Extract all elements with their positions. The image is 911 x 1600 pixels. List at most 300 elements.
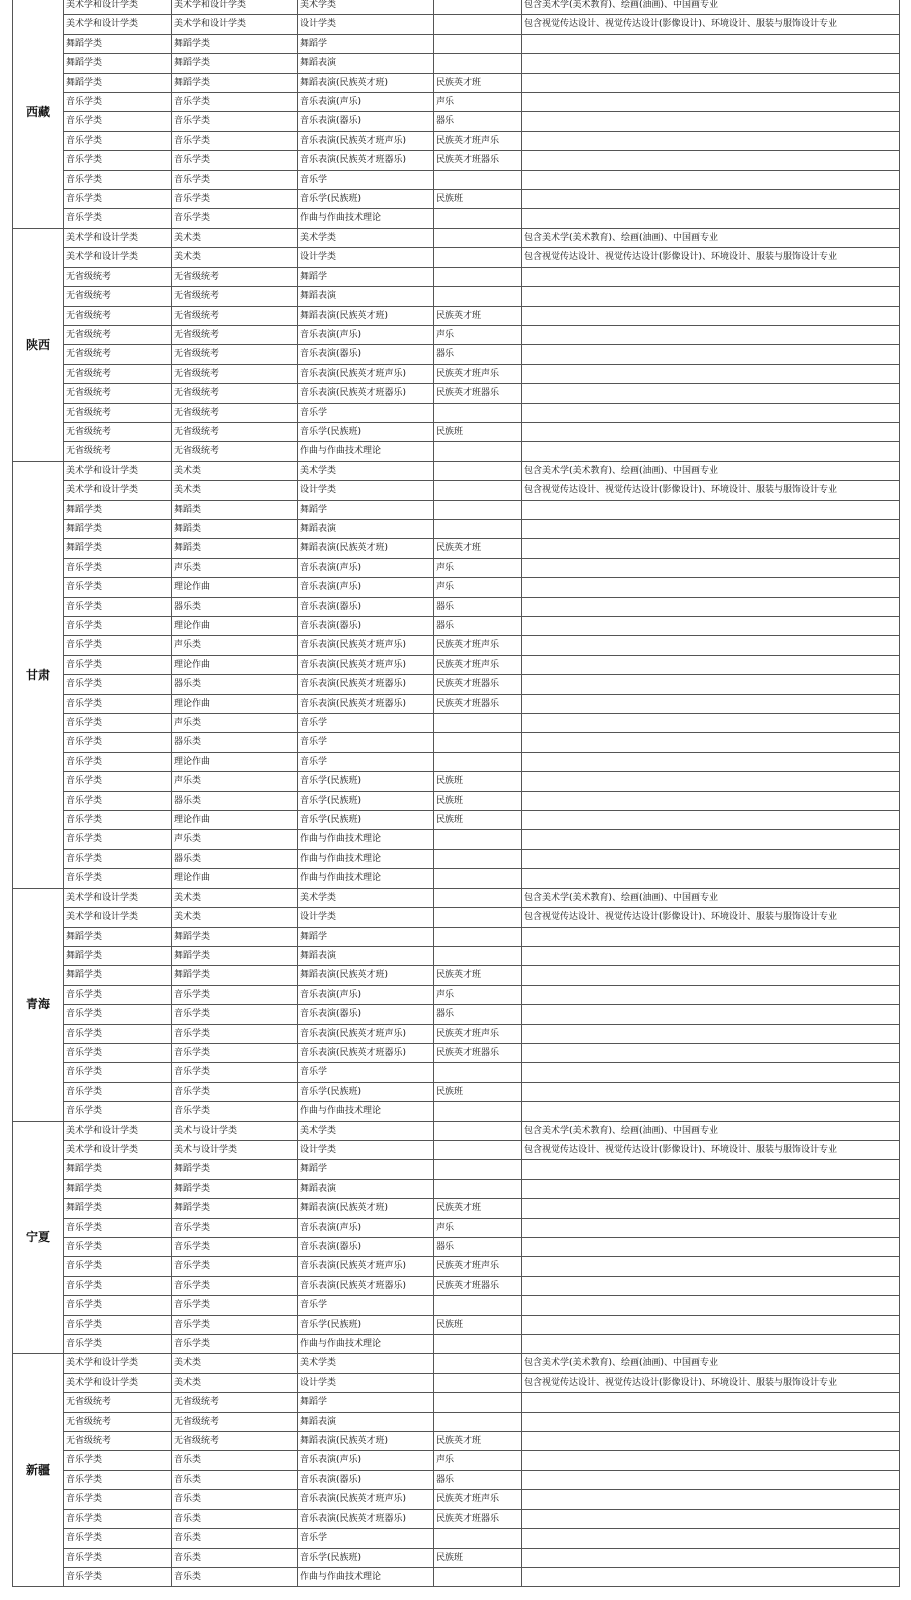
provincial-exam-cell: 音乐学类: [172, 1238, 298, 1257]
exam-category-cell: 美术学和设计学类: [64, 1373, 172, 1392]
provincial-exam-cell: 音乐类: [172, 1490, 298, 1509]
table-row: [13, 1005, 900, 1024]
provincial-exam-cell: 美术学和设计学类: [172, 15, 298, 34]
table-row: [13, 1102, 900, 1121]
notes-cell: [522, 927, 900, 946]
notes-cell: [522, 1296, 900, 1315]
provincial-exam-cell: 美术类: [172, 461, 298, 480]
exam-category-cell: 音乐学类: [64, 1024, 172, 1043]
exam-category-cell: 无省级统考: [64, 1432, 172, 1451]
major-cell: 音乐表演(器乐): [298, 112, 434, 131]
provincial-exam-cell: 器乐类: [172, 733, 298, 752]
direction-cell: [434, 34, 522, 53]
table-row: [13, 927, 900, 946]
major-cell: 音乐学: [298, 1296, 434, 1315]
notes-cell: 包含美术学(美术教育)、绘画(油画)、中国画专业: [522, 1354, 900, 1373]
exam-category-cell: 音乐学类: [64, 209, 172, 228]
notes-cell: [522, 1451, 900, 1470]
exam-category-cell: 音乐学类: [64, 170, 172, 189]
table-row: [13, 655, 900, 674]
notes-cell: [522, 131, 900, 150]
direction-cell: 民族英才班声乐: [434, 636, 522, 655]
notes-cell: [522, 578, 900, 597]
table-row: [13, 345, 900, 364]
exam-category-cell: 音乐学类: [64, 1509, 172, 1528]
exam-category-cell: 无省级统考: [64, 306, 172, 325]
major-cell: 舞蹈学: [298, 1393, 434, 1412]
direction-cell: 民族英才班器乐: [434, 1509, 522, 1528]
major-cell: 舞蹈学: [298, 267, 434, 286]
table-row: [13, 1063, 900, 1082]
major-cell: 舞蹈表演: [298, 287, 434, 306]
table-row: [13, 1567, 900, 1586]
notes-cell: [522, 966, 900, 985]
direction-cell: [434, 1179, 522, 1198]
table-row: [13, 228, 900, 247]
table-row: [13, 364, 900, 383]
notes-cell: 包含美术学(美术教育)、绘画(油画)、中国画专业: [522, 461, 900, 480]
direction-cell: 民族班: [434, 791, 522, 810]
major-cell: 舞蹈表演: [298, 519, 434, 538]
notes-cell: [522, 617, 900, 636]
major-cell: 舞蹈学: [298, 500, 434, 519]
major-cell: 舞蹈表演: [298, 54, 434, 73]
direction-cell: 器乐: [434, 1238, 522, 1257]
major-cell: 音乐学(民族班): [298, 1082, 434, 1101]
major-cell: 音乐表演(声乐): [298, 1218, 434, 1237]
table-row: [13, 325, 900, 344]
notes-cell: [522, 1412, 900, 1431]
major-cell: 作曲与作曲技术理论: [298, 1567, 434, 1586]
major-cell: 音乐表演(声乐): [298, 558, 434, 577]
provincial-exam-cell: 音乐学类: [172, 1218, 298, 1237]
provincial-exam-cell: 音乐类: [172, 1529, 298, 1548]
table-row: [13, 1218, 900, 1237]
major-cell: 音乐表演(民族英才班声乐): [298, 364, 434, 383]
table-row: [13, 1140, 900, 1159]
major-cell: 作曲与作曲技术理论: [298, 869, 434, 888]
provincial-exam-cell: 音乐学类: [172, 151, 298, 170]
direction-cell: 民族英才班: [434, 539, 522, 558]
provincial-exam-cell: 舞蹈学类: [172, 966, 298, 985]
province-cell: 甘肃: [13, 461, 64, 888]
direction-cell: 民族英才班器乐: [434, 694, 522, 713]
exam-category-cell: 音乐学类: [64, 1043, 172, 1062]
major-cell: 设计学类: [298, 908, 434, 927]
provincial-exam-cell: 器乐类: [172, 675, 298, 694]
provincial-exam-cell: 无省级统考: [172, 1412, 298, 1431]
major-cell: 音乐学: [298, 403, 434, 422]
province-cell: 新疆: [13, 1354, 64, 1587]
direction-cell: 民族英才班: [434, 966, 522, 985]
major-cell: 音乐学(民族班): [298, 811, 434, 830]
table-row: [13, 636, 900, 655]
provincial-exam-cell: 舞蹈学类: [172, 1160, 298, 1179]
notes-cell: [522, 325, 900, 344]
major-cell: 音乐表演(民族英才班声乐): [298, 1024, 434, 1043]
table-row: [13, 1548, 900, 1567]
provincial-exam-cell: 音乐类: [172, 1509, 298, 1528]
exam-category-cell: 音乐学类: [64, 1567, 172, 1586]
exam-category-cell: 美术学和设计学类: [64, 1121, 172, 1140]
table-row: [13, 93, 900, 112]
exam-category-cell: 舞蹈学类: [64, 34, 172, 53]
notes-cell: [522, 209, 900, 228]
exam-category-cell: 音乐学类: [64, 1490, 172, 1509]
direction-cell: 民族班: [434, 1082, 522, 1101]
exam-category-cell: 音乐学类: [64, 1335, 172, 1354]
direction-cell: 民族英才班声乐: [434, 364, 522, 383]
notes-cell: [522, 1567, 900, 1586]
direction-cell: 声乐: [434, 93, 522, 112]
direction-cell: 民族英才班器乐: [434, 1043, 522, 1062]
direction-cell: [434, 752, 522, 771]
notes-cell: [522, 1238, 900, 1257]
table-row: [13, 1490, 900, 1509]
major-cell: 音乐表演(民族英才班器乐): [298, 1509, 434, 1528]
exam-category-cell: 音乐学类: [64, 791, 172, 810]
direction-cell: [434, 519, 522, 538]
exam-category-cell: 舞蹈学类: [64, 1199, 172, 1218]
notes-cell: [522, 267, 900, 286]
table-body: [13, 0, 900, 1587]
notes-cell: [522, 54, 900, 73]
exam-category-cell: 音乐学类: [64, 1082, 172, 1101]
provincial-exam-cell: 音乐学类: [172, 1102, 298, 1121]
provincial-exam-cell: 音乐类: [172, 1567, 298, 1586]
major-cell: 音乐表演(声乐): [298, 1451, 434, 1470]
provincial-exam-cell: 美术类: [172, 888, 298, 907]
exam-category-cell: 音乐学类: [64, 694, 172, 713]
direction-cell: [434, 1160, 522, 1179]
direction-cell: [434, 908, 522, 927]
notes-cell: [522, 403, 900, 422]
exam-category-cell: 音乐学类: [64, 1451, 172, 1470]
direction-cell: [434, 442, 522, 461]
provincial-exam-cell: 器乐类: [172, 791, 298, 810]
exam-category-cell: 美术学和设计学类: [64, 15, 172, 34]
table-row: [13, 287, 900, 306]
exam-category-cell: 无省级统考: [64, 325, 172, 344]
exam-category-cell: 音乐学类: [64, 714, 172, 733]
provincial-exam-cell: 无省级统考: [172, 345, 298, 364]
notes-cell: [522, 442, 900, 461]
provincial-exam-cell: 无省级统考: [172, 364, 298, 383]
table-row: [13, 966, 900, 985]
exam-category-cell: 音乐学类: [64, 1548, 172, 1567]
direction-cell: [434, 170, 522, 189]
provincial-exam-cell: 美术类: [172, 1373, 298, 1392]
major-cell: 设计学类: [298, 1373, 434, 1392]
direction-cell: 民族英才班: [434, 73, 522, 92]
major-cell: 舞蹈表演: [298, 1179, 434, 1198]
exam-category-cell: 音乐学类: [64, 1470, 172, 1489]
provincial-exam-cell: 美术与设计学类: [172, 1140, 298, 1159]
provincial-exam-cell: 无省级统考: [172, 1432, 298, 1451]
major-cell: 舞蹈学: [298, 927, 434, 946]
direction-cell: [434, 1567, 522, 1586]
notes-cell: [522, 849, 900, 868]
provincial-exam-cell: 音乐学类: [172, 1063, 298, 1082]
provincial-exam-cell: 声乐类: [172, 558, 298, 577]
provincial-exam-cell: 美术类: [172, 1354, 298, 1373]
notes-cell: [522, 946, 900, 965]
direction-cell: 声乐: [434, 1451, 522, 1470]
notes-cell: [522, 1218, 900, 1237]
table-row: [13, 384, 900, 403]
provincial-exam-cell: 舞蹈类: [172, 500, 298, 519]
provincial-exam-cell: 理论作曲: [172, 869, 298, 888]
notes-cell: 包含视觉传达设计、视觉传达设计(影像设计)、环境设计、服装与服饰设计专业: [522, 248, 900, 267]
table-row: [13, 1451, 900, 1470]
table-row: [13, 675, 900, 694]
major-cell: 舞蹈表演(民族英才班): [298, 966, 434, 985]
provincial-exam-cell: 音乐类: [172, 1451, 298, 1470]
direction-cell: 民族英才班: [434, 306, 522, 325]
direction-cell: [434, 869, 522, 888]
notes-cell: [522, 791, 900, 810]
provincial-exam-cell: 舞蹈学类: [172, 1179, 298, 1198]
major-cell: 舞蹈表演(民族英才班): [298, 1199, 434, 1218]
major-cell: 音乐表演(器乐): [298, 1470, 434, 1489]
major-cell: 音乐学: [298, 714, 434, 733]
provincial-exam-cell: 美术类: [172, 908, 298, 927]
exam-category-cell: 无省级统考: [64, 1412, 172, 1431]
table-row: [13, 1393, 900, 1412]
table-row: [13, 558, 900, 577]
table-row: [13, 519, 900, 538]
exam-category-cell: 美术学和设计学类: [64, 1354, 172, 1373]
direction-cell: 民族班: [434, 422, 522, 441]
notes-cell: [522, 1529, 900, 1548]
direction-cell: 器乐: [434, 597, 522, 616]
notes-cell: [522, 1102, 900, 1121]
admissions-table-wrapper: [12, 0, 900, 1587]
major-cell: 舞蹈表演(民族英才班): [298, 306, 434, 325]
table-row: [13, 694, 900, 713]
notes-cell: [522, 1335, 900, 1354]
table-row: [13, 849, 900, 868]
direction-cell: 声乐: [434, 558, 522, 577]
direction-cell: 民族班: [434, 1315, 522, 1334]
notes-cell: [522, 1470, 900, 1489]
province-cell: 西藏: [13, 0, 64, 228]
direction-cell: 民族班: [434, 772, 522, 791]
major-cell: 音乐表演(民族英才班声乐): [298, 636, 434, 655]
direction-cell: [434, 287, 522, 306]
provincial-exam-cell: 音乐学类: [172, 1335, 298, 1354]
exam-category-cell: 舞蹈学类: [64, 73, 172, 92]
provincial-exam-cell: 声乐类: [172, 830, 298, 849]
notes-cell: 包含美术学(美术教育)、绘画(油画)、中国画专业: [522, 888, 900, 907]
exam-category-cell: 舞蹈学类: [64, 519, 172, 538]
table-row: [13, 578, 900, 597]
notes-cell: 包含美术学(美术教育)、绘画(油画)、中国画专业: [522, 1121, 900, 1140]
notes-cell: 包含视觉传达设计、视觉传达设计(影像设计)、环境设计、服装与服饰设计专业: [522, 908, 900, 927]
notes-cell: [522, 1276, 900, 1295]
exam-category-cell: 无省级统考: [64, 442, 172, 461]
table-row: [13, 539, 900, 558]
exam-category-cell: 音乐学类: [64, 617, 172, 636]
table-row: [13, 500, 900, 519]
provincial-exam-cell: 理论作曲: [172, 811, 298, 830]
direction-cell: [434, 733, 522, 752]
provincial-exam-cell: 器乐类: [172, 849, 298, 868]
exam-category-cell: 美术学和设计学类: [64, 461, 172, 480]
major-cell: 作曲与作曲技术理论: [298, 209, 434, 228]
direction-cell: [434, 1063, 522, 1082]
table-row: [13, 733, 900, 752]
table-row: [13, 1296, 900, 1315]
exam-category-cell: 音乐学类: [64, 131, 172, 150]
table-row: [13, 1043, 900, 1062]
table-row: [13, 1529, 900, 1548]
major-cell: 作曲与作曲技术理论: [298, 1102, 434, 1121]
provincial-exam-cell: 无省级统考: [172, 325, 298, 344]
notes-cell: [522, 597, 900, 616]
exam-category-cell: 音乐学类: [64, 1276, 172, 1295]
provincial-exam-cell: 音乐学类: [172, 1257, 298, 1276]
major-cell: 作曲与作曲技术理论: [298, 1335, 434, 1354]
major-cell: 音乐表演(器乐): [298, 617, 434, 636]
notes-cell: [522, 558, 900, 577]
exam-category-cell: 音乐学类: [64, 811, 172, 830]
direction-cell: [434, 15, 522, 34]
direction-cell: [434, 1529, 522, 1548]
provincial-exam-cell: 理论作曲: [172, 752, 298, 771]
exam-category-cell: 音乐学类: [64, 849, 172, 868]
direction-cell: [434, 1296, 522, 1315]
direction-cell: [434, 267, 522, 286]
provincial-exam-cell: 理论作曲: [172, 617, 298, 636]
exam-category-cell: 舞蹈学类: [64, 946, 172, 965]
direction-cell: [434, 403, 522, 422]
provincial-exam-cell: 器乐类: [172, 597, 298, 616]
major-cell: 音乐表演(民族英才班器乐): [298, 694, 434, 713]
notes-cell: [522, 830, 900, 849]
major-cell: 音乐学(民族班): [298, 1315, 434, 1334]
provincial-exam-cell: 舞蹈学类: [172, 927, 298, 946]
notes-cell: [522, 151, 900, 170]
table-row: [13, 461, 900, 480]
table-row: [13, 131, 900, 150]
exam-category-cell: 舞蹈学类: [64, 1179, 172, 1198]
table-row: [13, 1412, 900, 1431]
direction-cell: [434, 830, 522, 849]
notes-cell: [522, 694, 900, 713]
provincial-exam-cell: 声乐类: [172, 636, 298, 655]
provincial-exam-cell: 理论作曲: [172, 655, 298, 674]
notes-cell: 包含视觉传达设计、视觉传达设计(影像设计)、环境设计、服装与服饰设计专业: [522, 481, 900, 500]
exam-category-cell: 无省级统考: [64, 345, 172, 364]
provincial-exam-cell: 美术类: [172, 248, 298, 267]
major-cell: 音乐表演(器乐): [298, 1238, 434, 1257]
table-row: [13, 306, 900, 325]
provincial-exam-cell: 无省级统考: [172, 384, 298, 403]
major-cell: 舞蹈表演(民族英才班): [298, 539, 434, 558]
notes-cell: [522, 1005, 900, 1024]
notes-cell: [522, 287, 900, 306]
provincial-exam-cell: 音乐学类: [172, 131, 298, 150]
major-cell: 舞蹈学: [298, 1160, 434, 1179]
provincial-exam-cell: 理论作曲: [172, 694, 298, 713]
provincial-exam-cell: 无省级统考: [172, 422, 298, 441]
notes-cell: [522, 675, 900, 694]
provincial-exam-cell: 音乐学类: [172, 93, 298, 112]
major-cell: 音乐学: [298, 752, 434, 771]
direction-cell: 民族英才班: [434, 1199, 522, 1218]
direction-cell: 民族班: [434, 811, 522, 830]
notes-cell: [522, 190, 900, 209]
direction-cell: [434, 1354, 522, 1373]
notes-cell: [522, 733, 900, 752]
exam-category-cell: 音乐学类: [64, 1296, 172, 1315]
direction-cell: 器乐: [434, 1005, 522, 1024]
notes-cell: [522, 1199, 900, 1218]
major-cell: 音乐表演(民族英才班器乐): [298, 151, 434, 170]
direction-cell: 民族英才班器乐: [434, 151, 522, 170]
provincial-exam-cell: 理论作曲: [172, 578, 298, 597]
notes-cell: [522, 384, 900, 403]
notes-cell: [522, 1082, 900, 1101]
table-row: [13, 1257, 900, 1276]
table-row: [13, 1335, 900, 1354]
notes-cell: [522, 364, 900, 383]
direction-cell: 声乐: [434, 578, 522, 597]
exam-category-cell: 舞蹈学类: [64, 927, 172, 946]
table-row: [13, 597, 900, 616]
table-row: [13, 112, 900, 131]
direction-cell: 声乐: [434, 325, 522, 344]
major-cell: 音乐表演(民族英才班声乐): [298, 1490, 434, 1509]
table-row: [13, 791, 900, 810]
notes-cell: 包含美术学(美术教育)、绘画(油画)、中国画专业: [522, 228, 900, 247]
direction-cell: [434, 461, 522, 480]
direction-cell: 民族英才班声乐: [434, 1024, 522, 1043]
notes-cell: [522, 1043, 900, 1062]
major-cell: 设计学类: [298, 248, 434, 267]
direction-cell: 民族英才班器乐: [434, 675, 522, 694]
major-cell: 美术学类: [298, 0, 434, 15]
notes-cell: [522, 1063, 900, 1082]
exam-category-cell: 音乐学类: [64, 112, 172, 131]
exam-category-cell: 无省级统考: [64, 287, 172, 306]
notes-cell: [522, 1393, 900, 1412]
notes-cell: [522, 1179, 900, 1198]
major-cell: 音乐表演(器乐): [298, 1005, 434, 1024]
direction-cell: 民族英才班声乐: [434, 1257, 522, 1276]
major-cell: 美术学类: [298, 1354, 434, 1373]
provincial-exam-cell: 音乐类: [172, 1548, 298, 1567]
provincial-exam-cell: 无省级统考: [172, 1393, 298, 1412]
major-cell: 音乐学: [298, 1529, 434, 1548]
notes-cell: [522, 73, 900, 92]
provincial-exam-cell: 舞蹈学类: [172, 73, 298, 92]
table-row: [13, 869, 900, 888]
table-row: [13, 830, 900, 849]
table-row: [13, 267, 900, 286]
table-row: [13, 1432, 900, 1451]
major-cell: 音乐表演(声乐): [298, 325, 434, 344]
table-row: [13, 54, 900, 73]
direction-cell: 器乐: [434, 617, 522, 636]
exam-category-cell: 音乐学类: [64, 578, 172, 597]
table-row: [13, 1238, 900, 1257]
major-cell: 舞蹈表演(民族英才班): [298, 1432, 434, 1451]
major-cell: 音乐表演(器乐): [298, 345, 434, 364]
exam-category-cell: 舞蹈学类: [64, 54, 172, 73]
notes-cell: [522, 306, 900, 325]
